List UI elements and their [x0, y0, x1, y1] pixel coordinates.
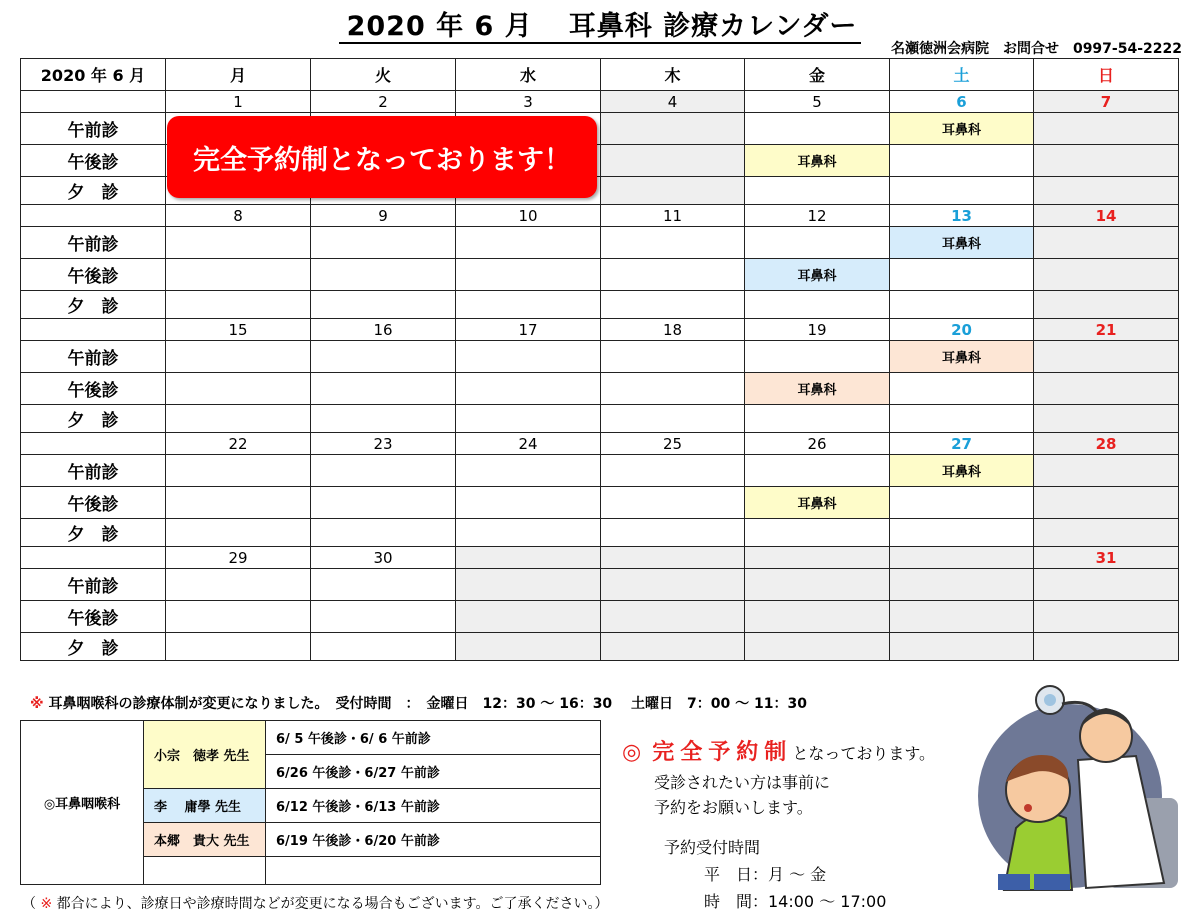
- slot-ent-badge: 耳鼻科: [745, 145, 890, 177]
- slot-cell: [1034, 341, 1179, 373]
- date-cell: 29: [166, 547, 311, 569]
- slot-cell: [166, 291, 311, 319]
- slot-cell: [166, 341, 311, 373]
- slot-cell: [890, 177, 1034, 205]
- slot-cell: [456, 487, 601, 519]
- title-month: 2020 年 6 月: [343, 11, 569, 44]
- slot-cell: [745, 519, 890, 547]
- slot-cell: [745, 227, 890, 259]
- slot-cell: [601, 177, 745, 205]
- date-cell: 22: [166, 433, 311, 455]
- date-cell: 25: [601, 433, 745, 455]
- date-cell: 28: [1034, 433, 1179, 455]
- hours-days: 平 日：月 ～ 金: [704, 865, 827, 884]
- schedule-change-notice: [30, 693, 807, 713]
- slot-label: 午後診: [21, 259, 166, 291]
- slot-cell: [745, 113, 890, 145]
- weekday-header: 木: [601, 59, 745, 91]
- date-row-label: [21, 319, 166, 341]
- slot-cell: [456, 227, 601, 259]
- slot-cell: [890, 291, 1034, 319]
- weekday-header: 日: [1034, 59, 1179, 91]
- footnote: [22, 893, 609, 913]
- slot-cell: [745, 601, 890, 633]
- slot-cell: [890, 373, 1034, 405]
- date-cell: 31: [1034, 547, 1179, 569]
- date-cell: 4: [601, 91, 745, 113]
- date-cell: 2: [311, 91, 456, 113]
- slot-label: 午後診: [21, 601, 166, 633]
- slot-label: 午前診: [21, 341, 166, 373]
- slot-cell: [890, 259, 1034, 291]
- slot-cell: [311, 519, 456, 547]
- slot-cell: [601, 291, 745, 319]
- date-cell: [456, 547, 601, 569]
- slot-ent-badge: 耳鼻科: [745, 259, 890, 291]
- slot-cell: [311, 601, 456, 633]
- slot-cell: [311, 487, 456, 519]
- slot-cell: [456, 373, 601, 405]
- slot-ent-badge: 耳鼻科: [745, 487, 890, 519]
- slot-cell: [1034, 601, 1179, 633]
- slot-cell: [456, 405, 601, 433]
- slot-cell: [601, 259, 745, 291]
- reservation-emphasis: 完全予約制: [652, 740, 793, 765]
- slot-cell: [311, 259, 456, 291]
- slot-label: 夕 診: [21, 633, 166, 661]
- doctor-schedule-table: [20, 720, 601, 885]
- slot-cell: [890, 519, 1034, 547]
- slot-label: 午前診: [21, 455, 166, 487]
- slot-cell: [601, 227, 745, 259]
- notice-text: 耳鼻咽喉科の診療体制が変更になりました。 受付時間 ： 金曜日 12：30 ～ 16：30 土曜日 7：00 ～ 11：30: [43, 696, 807, 712]
- slot-cell: [1034, 373, 1179, 405]
- slot-cell: [311, 455, 456, 487]
- date-cell: 20: [890, 319, 1034, 341]
- date-cell: 9: [311, 205, 456, 227]
- slot-cell: [890, 601, 1034, 633]
- slot-cell: [311, 569, 456, 601]
- slot-cell: [1034, 633, 1179, 661]
- slot-cell: [601, 145, 745, 177]
- slot-cell: [1034, 291, 1179, 319]
- calendar-corner: 2020 年 6 月: [21, 59, 166, 91]
- doctor-name: 本郷 貴大 先生: [144, 823, 266, 857]
- slot-cell: [166, 487, 311, 519]
- contact-info: 名瀬徳洲会病院 お問合せ 0997-54-2222: [890, 41, 1182, 57]
- date-cell: 6: [890, 91, 1034, 113]
- weekday-header: 水: [456, 59, 601, 91]
- slot-cell: [890, 569, 1034, 601]
- date-cell: 23: [311, 433, 456, 455]
- slot-cell: [166, 601, 311, 633]
- slot-label: 午後診: [21, 487, 166, 519]
- doctor-name: 李 庸學 先生: [144, 789, 266, 823]
- slot-cell: [456, 601, 601, 633]
- date-cell: 11: [601, 205, 745, 227]
- reservation-line: 予約をお願いします。: [654, 798, 813, 817]
- slot-label: 夕 診: [21, 291, 166, 319]
- date-cell: 14: [1034, 205, 1179, 227]
- slot-cell: [311, 373, 456, 405]
- slot-cell: [456, 291, 601, 319]
- slot-cell: [890, 487, 1034, 519]
- date-cell: 30: [311, 547, 456, 569]
- slot-label: 午前診: [21, 227, 166, 259]
- reservation-banner: 完全予約制となっております！: [167, 116, 597, 198]
- slot-cell: [1034, 259, 1179, 291]
- slot-cell: [456, 633, 601, 661]
- slot-cell: [166, 519, 311, 547]
- weekday-header: 火: [311, 59, 456, 91]
- slot-cell: [745, 341, 890, 373]
- notice-mark: ※: [30, 696, 44, 712]
- slot-cell: [1034, 487, 1179, 519]
- slot-cell: [1034, 405, 1179, 433]
- date-cell: 16: [311, 319, 456, 341]
- reservation-line: 受診されたい方は事前に: [654, 773, 831, 792]
- hours-time: 時 間：14:00 ～ 17:00: [704, 892, 887, 911]
- date-cell: [745, 547, 890, 569]
- slot-cell: [601, 341, 745, 373]
- doctor-examining-child-ear-illustration: [958, 678, 1190, 908]
- slot-cell: [890, 633, 1034, 661]
- slot-cell: [745, 405, 890, 433]
- slot-cell: [745, 177, 890, 205]
- slot-cell: [1034, 145, 1179, 177]
- date-cell: [601, 547, 745, 569]
- date-cell: 5: [745, 91, 890, 113]
- slot-cell: [166, 227, 311, 259]
- date-cell: 10: [456, 205, 601, 227]
- slot-cell: [1034, 519, 1179, 547]
- date-cell: [890, 547, 1034, 569]
- slot-cell: [311, 291, 456, 319]
- slot-cell: [311, 405, 456, 433]
- slot-cell: [166, 569, 311, 601]
- reservation-mark: ◎: [622, 740, 648, 765]
- slot-cell: [601, 487, 745, 519]
- slot-ent-badge: 耳鼻科: [890, 341, 1034, 373]
- slot-cell: [601, 519, 745, 547]
- date-cell: 26: [745, 433, 890, 455]
- weekday-header: 金: [745, 59, 890, 91]
- slot-label: 午前診: [21, 569, 166, 601]
- slot-cell: [745, 291, 890, 319]
- slot-cell: [745, 569, 890, 601]
- date-cell: 27: [890, 433, 1034, 455]
- slot-cell: [601, 113, 745, 145]
- slot-label: 午後診: [21, 373, 166, 405]
- date-cell: 1: [166, 91, 311, 113]
- slot-cell: [311, 227, 456, 259]
- title-main: 耳鼻科 診療カレンダー: [568, 11, 858, 42]
- date-row-label: [21, 91, 166, 113]
- slot-cell: [601, 455, 745, 487]
- doctor-dates: 6/19 午後診・6/20 午前診: [266, 823, 601, 857]
- slot-cell: [1034, 569, 1179, 601]
- slot-label: 夕 診: [21, 177, 166, 205]
- slot-cell: [1034, 177, 1179, 205]
- slot-cell: [601, 405, 745, 433]
- slot-cell: [166, 373, 311, 405]
- slot-cell: [456, 259, 601, 291]
- slot-label: 午後診: [21, 145, 166, 177]
- slot-cell: [601, 633, 745, 661]
- hours-title: 予約受付時間: [664, 838, 761, 857]
- slot-ent-badge: 耳鼻科: [890, 455, 1034, 487]
- slot-cell: [166, 633, 311, 661]
- date-cell: 19: [745, 319, 890, 341]
- date-cell: 8: [166, 205, 311, 227]
- date-cell: 3: [456, 91, 601, 113]
- date-cell: 12: [745, 205, 890, 227]
- empty-cell: [144, 857, 266, 885]
- slot-ent-badge: 耳鼻科: [745, 373, 890, 405]
- weekday-header: 月: [166, 59, 311, 91]
- slot-label: 夕 診: [21, 405, 166, 433]
- doctor-dates: 6/26 午後診・6/27 午前診: [266, 755, 601, 789]
- slot-cell: [166, 405, 311, 433]
- slot-cell: [890, 145, 1034, 177]
- date-row-label: [21, 433, 166, 455]
- slot-ent-badge: 耳鼻科: [890, 227, 1034, 259]
- slot-cell: [166, 455, 311, 487]
- slot-cell: [1034, 455, 1179, 487]
- slot-cell: [601, 373, 745, 405]
- slot-cell: [456, 341, 601, 373]
- reservation-note: [622, 735, 935, 915]
- date-row-label: [21, 547, 166, 569]
- slot-cell: [745, 455, 890, 487]
- empty-cell: [266, 857, 601, 885]
- department-label: ◎耳鼻咽喉科: [21, 721, 144, 885]
- slot-cell: [456, 455, 601, 487]
- reservation-suffix: となっております。: [792, 744, 936, 763]
- slot-cell: [1034, 113, 1179, 145]
- slot-label: 夕 診: [21, 519, 166, 547]
- date-cell: 24: [456, 433, 601, 455]
- footnote-open: （: [22, 896, 41, 912]
- date-row-label: [21, 205, 166, 227]
- footnote-mark: ※: [40, 896, 53, 912]
- slot-cell: [311, 341, 456, 373]
- slot-cell: [456, 519, 601, 547]
- weekday-header: 土: [890, 59, 1034, 91]
- date-cell: 15: [166, 319, 311, 341]
- slot-cell: [745, 633, 890, 661]
- doctor-dates: 6/ 5 午後診・6/ 6 午前診: [266, 721, 601, 755]
- date-cell: 17: [456, 319, 601, 341]
- slot-cell: [311, 633, 456, 661]
- slot-label: 午前診: [21, 113, 166, 145]
- slot-cell: [890, 405, 1034, 433]
- doctor-dates: 6/12 午後診・6/13 午前診: [266, 789, 601, 823]
- date-cell: 13: [890, 205, 1034, 227]
- footnote-text: 都合により、診療日や診療時間などが変更になる場合もございます。ご了承ください。）: [52, 896, 609, 912]
- date-cell: 21: [1034, 319, 1179, 341]
- doctor-name: 小宗 徳孝 先生: [144, 721, 266, 789]
- slot-cell: [456, 569, 601, 601]
- slot-cell: [166, 259, 311, 291]
- date-cell: 7: [1034, 91, 1179, 113]
- slot-cell: [1034, 227, 1179, 259]
- date-cell: 18: [601, 319, 745, 341]
- slot-ent-badge: 耳鼻科: [890, 113, 1034, 145]
- slot-cell: [601, 569, 745, 601]
- slot-cell: [601, 601, 745, 633]
